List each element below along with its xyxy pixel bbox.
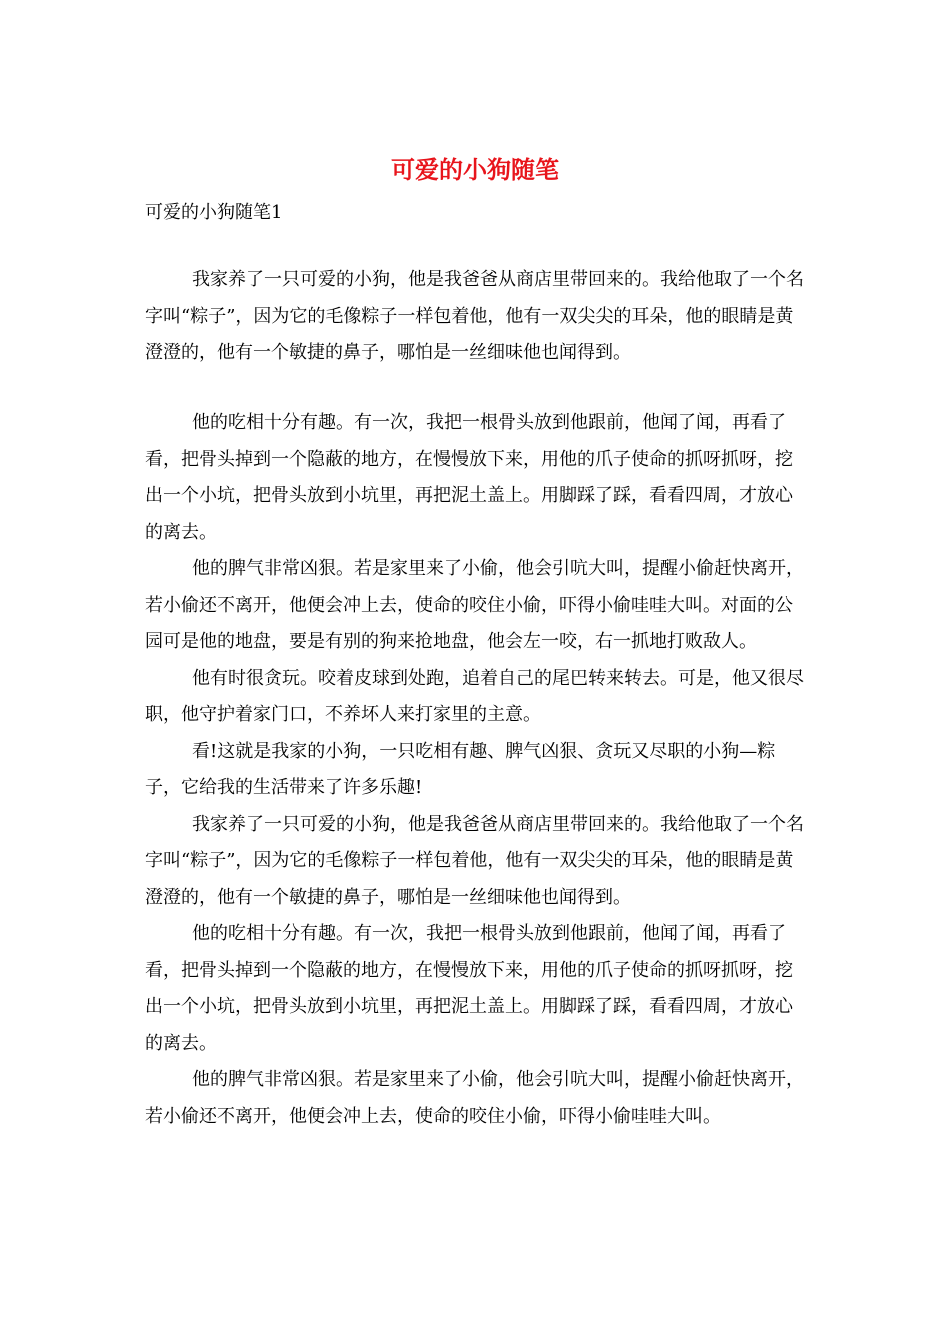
paragraph-block-2 — [145, 405, 805, 1135]
paragraph: 他的脾气非常凶狠。若是家里来了小偷，他会引吭大叫，提醒小偷赶快离开，若小偷还不离开，他便会冲上去，使命的咬住小偷，吓得小偷哇哇大叫。 — [145, 1069, 804, 1127]
paragraph: 他的脾气非常凶狠。若是家里来了小偷，他会引吭大叫，提醒小偷赶快离开，若小偷还不离开，他便会冲上去，使命的咬住小偷，吓得小偷哇哇大叫。对面的公园可是他的地盘，要是有别的狗来抢地盘，他会左一咬，右一抓地打败敌人。 — [145, 558, 804, 652]
paragraph: 他的吃相十分有趣。有一次，我把一根骨头放到他跟前，他闻了闻，再看了看，把骨头掉到一个隐蔽的地方，在慢慢放下来，用他的爪子使命的抓呀抓呀，挖出一个小坑，把骨头放到小坑里，再把泥土盖上。用脚踩了踩，看看四周，才放心的离去。 — [145, 412, 793, 543]
paragraph: 他有时很贪玩。咬着皮球到处跑，追着自己的尾巴转来转去。可是，他又很尽职，他守护着家门口，不养坏人来打家里的主意。 — [145, 667, 804, 725]
document-title: 可爱的小狗随笔 — [391, 155, 559, 184]
paragraph: 看!这就是我家的小狗，一只吃相有趣、脾气凶狠、贪玩又尽职的小狗—粽子，它给我的生活带来了许多乐趣! — [145, 740, 776, 798]
paragraph: 他的吃相十分有趣。有一次，我把一根骨头放到他跟前，他闻了闻，再看了看，把骨头掉到一个隐蔽的地方，在慢慢放下来，用他的爪子使命的抓呀抓呀，挖出一个小坑，把骨头放到小坑里，再把泥土盖上。用脚踩了踩，看看四周，才放心的离去。 — [145, 923, 793, 1054]
paragraph: 我家养了一只可爱的小狗，他是我爸爸从商店里带回来的。我给他取了一个名字叫“粽子”，因为它的毛像粽子一样包着他，他有一双尖尖的耳朵，他的眼睛是黄澄澄的，他有一个敏捷的鼻子，哪怕是一丝细味他也闻得到。 — [145, 269, 804, 363]
document-subtitle: 可爱的小狗随笔1 — [145, 202, 283, 223]
paragraph-block-1 — [145, 262, 805, 372]
paragraph: 我家养了一只可爱的小狗，他是我爸爸从商店里带回来的。我给他取了一个名字叫“粽子”，因为它的毛像粽子一样包着他，他有一双尖尖的耳朵，他的眼睛是黄澄澄的，他有一个敏捷的鼻子，哪怕是一丝细味他也闻得到。 — [145, 813, 804, 908]
